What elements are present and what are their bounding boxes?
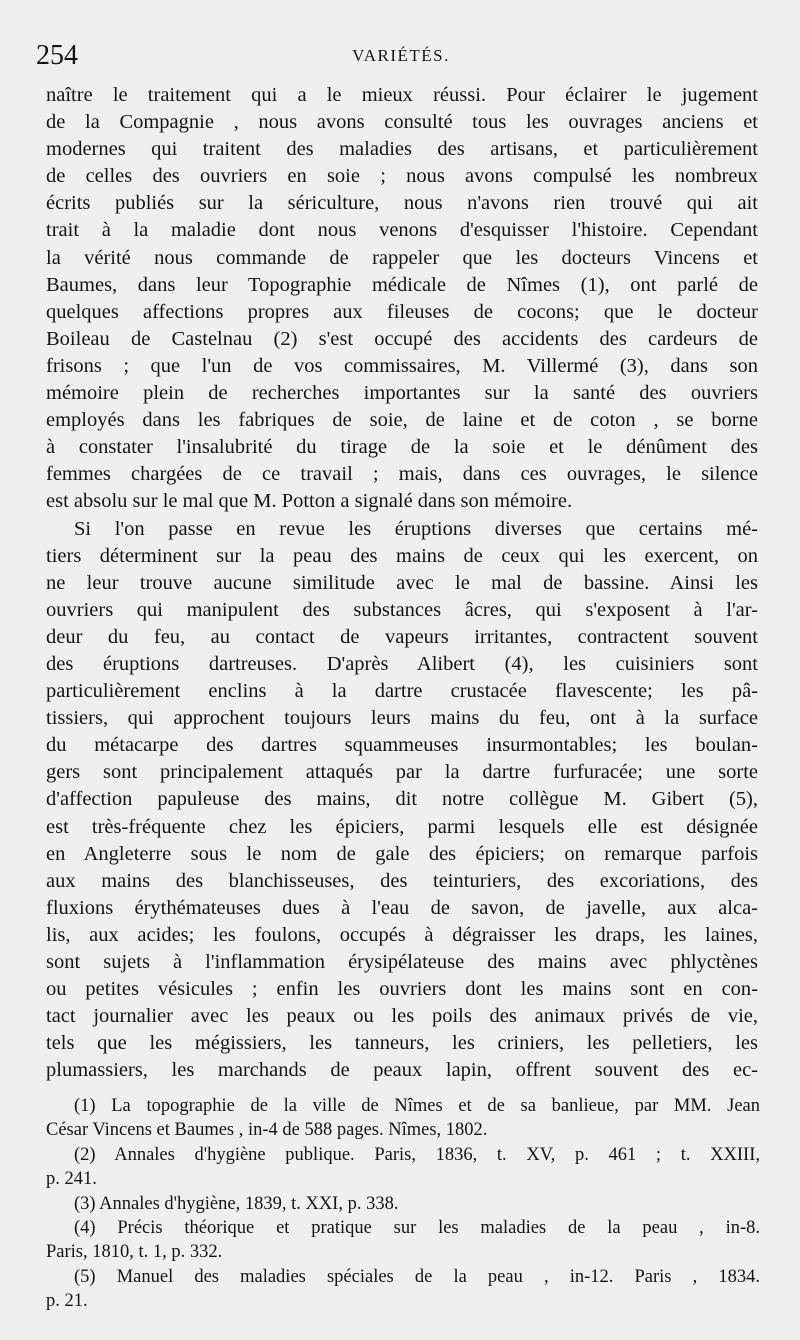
text-line: aux mains des blanchisseuses, des teinturiers, des excoriations, des bbox=[46, 869, 758, 892]
footnote-line: p. 21. bbox=[46, 1291, 88, 1312]
text-line: tissiers, qui approchent toujours leurs mains du feu, ont à la surface bbox=[46, 707, 758, 730]
text-line: du métacarpe des dartres squammeuses insurmontables; les boulan- bbox=[46, 734, 758, 757]
text-line: d'affection papuleuse des mains, dit notre collègue M. Gibert (5), bbox=[46, 788, 758, 811]
footnote-line: Paris, 1810, t. 1, p. 332. bbox=[46, 1242, 223, 1263]
text-line: tact journalier avec les peaux ou les poils des animaux privés de vie, bbox=[46, 1005, 758, 1028]
footnotes bbox=[46, 1094, 760, 1314]
text-line: ou petites vésicules ; enfin les ouvriers dont les mains sont en con- bbox=[46, 978, 758, 1001]
footnote-line: (3) Annales d'hygiène, 1839, t. XXI, p. 338. bbox=[74, 1193, 399, 1214]
text-line: plumassiers, les marchands de peaux lapin, offrent souvent des ec- bbox=[46, 1059, 758, 1082]
main-text bbox=[46, 82, 758, 1084]
text-line: tels que les mégissiers, les tanneurs, les criniers, les pelletiers, les bbox=[46, 1032, 758, 1055]
text-line: fluxions érythémateuses dues à l'eau de savon, de javelle, aux alca- bbox=[46, 896, 758, 919]
text-line: des éruptions dartreuses. D'après Alibert (4), les cuisiniers sont bbox=[46, 652, 758, 675]
text-line: est absolu sur le mal que M. Potton a signalé dans son mémoire. bbox=[46, 490, 573, 513]
text-line: femmes chargées de ce travail ; mais, dans ces ouvrages, le silence bbox=[46, 463, 758, 486]
page-header bbox=[36, 38, 766, 74]
text-line: la vérité nous commande de rappeler que les docteurs Vincens et bbox=[46, 246, 758, 269]
text-line: employés dans les fabriques de soie, de laine et de coton , se borne bbox=[46, 409, 758, 432]
text-line: gers sont principalement attaqués par la dartre furfuracée; une sorte bbox=[46, 761, 758, 784]
text-line: modernes qui traitent des maladies des artisans, et particulièrement bbox=[46, 138, 758, 161]
text-line: Boileau de Castelnau (2) s'est occupé des accidents des cardeurs de bbox=[46, 327, 758, 350]
text-line: à constater l'insalubrité du tirage de la soie et le dénûment des bbox=[46, 436, 758, 459]
text-line: écrits publiés sur la sériculture, nous n'avons rien trouvé qui ait bbox=[46, 192, 758, 215]
text-line: sont sujets à l'inflammation érysipélateuse des mains avec phlyctènes bbox=[46, 951, 758, 973]
footnote-line: César Vincens et Baumes , in-4 de 588 pages. Nîmes, 1802. bbox=[46, 1120, 488, 1141]
text-line: particulièrement enclins à la dartre crustacée flavescente; les pâ- bbox=[46, 680, 758, 703]
text-line: Baumes, dans leur Topographie médicale de Nîmes (1), ont parlé de bbox=[46, 273, 758, 296]
running-head: VARIÉTÉS. bbox=[352, 46, 450, 65]
text-line: quelques affections propres aux fileuses de cocons; que le docteur bbox=[46, 300, 758, 323]
text-line: tiers déterminent sur la peau des mains de ceux qui les exercent, on bbox=[46, 544, 758, 567]
footnote-line: (2) Annales d'hygiène publique. Paris, 1836, t. XV, p. 461 ; t. XXIII, bbox=[74, 1144, 760, 1165]
footnote-line: p. 241. bbox=[46, 1169, 97, 1190]
footnote-line: (1) La topographie de la ville de Nîmes et de sa banlieue, par MM. Jean bbox=[74, 1096, 760, 1116]
text-line: est très-fréquente chez les épiciers, parmi lesquels elle est désignée bbox=[46, 815, 758, 838]
text-line: naître le traitement qui a le mieux réussi. Pour éclairer le jugement bbox=[46, 84, 758, 106]
text-line: trait à la maladie dont nous venons d'esquisser l'histoire. Cependant bbox=[46, 219, 758, 242]
text-line: de celles des ouvriers en soie ; nous avons compulsé les nombreux bbox=[46, 165, 758, 188]
text-line: en Angleterre sous le nom de gale des épiciers; on remarque parfois bbox=[46, 842, 758, 865]
text-line: frisons ; que l'un de vos commissaires, M. Villermé (3), dans son bbox=[46, 354, 758, 377]
page-number: 254 bbox=[36, 40, 78, 71]
footnote-line: (4) Précis théorique et pratique sur les maladies de la peau , in-8. bbox=[74, 1217, 760, 1238]
text-line: ne leur trouve aucune similitude avec le mal de bassine. Ainsi les bbox=[46, 571, 758, 594]
text-line: ouvriers qui manipulent des substances âcres, qui s'exposent à l'ar- bbox=[46, 598, 758, 621]
text-line: de la Compagnie , nous avons consulté tous les ouvrages anciens et bbox=[46, 111, 758, 134]
text-line: Si l'on passe en revue les éruptions diverses que certains mé- bbox=[74, 517, 758, 540]
text-line: mémoire plein de recherches importantes sur la santé des ouvriers bbox=[46, 382, 758, 405]
footnote-line: (5) Manuel des maladies spéciales de la peau , in-12. Paris , 1834. bbox=[74, 1266, 760, 1287]
text-line: lis, aux acides; les foulons, occupés à dégraisser les draps, les laines, bbox=[46, 923, 758, 946]
text-line: deur du feu, au contact de vapeurs irritantes, contractent souvent bbox=[46, 625, 758, 648]
